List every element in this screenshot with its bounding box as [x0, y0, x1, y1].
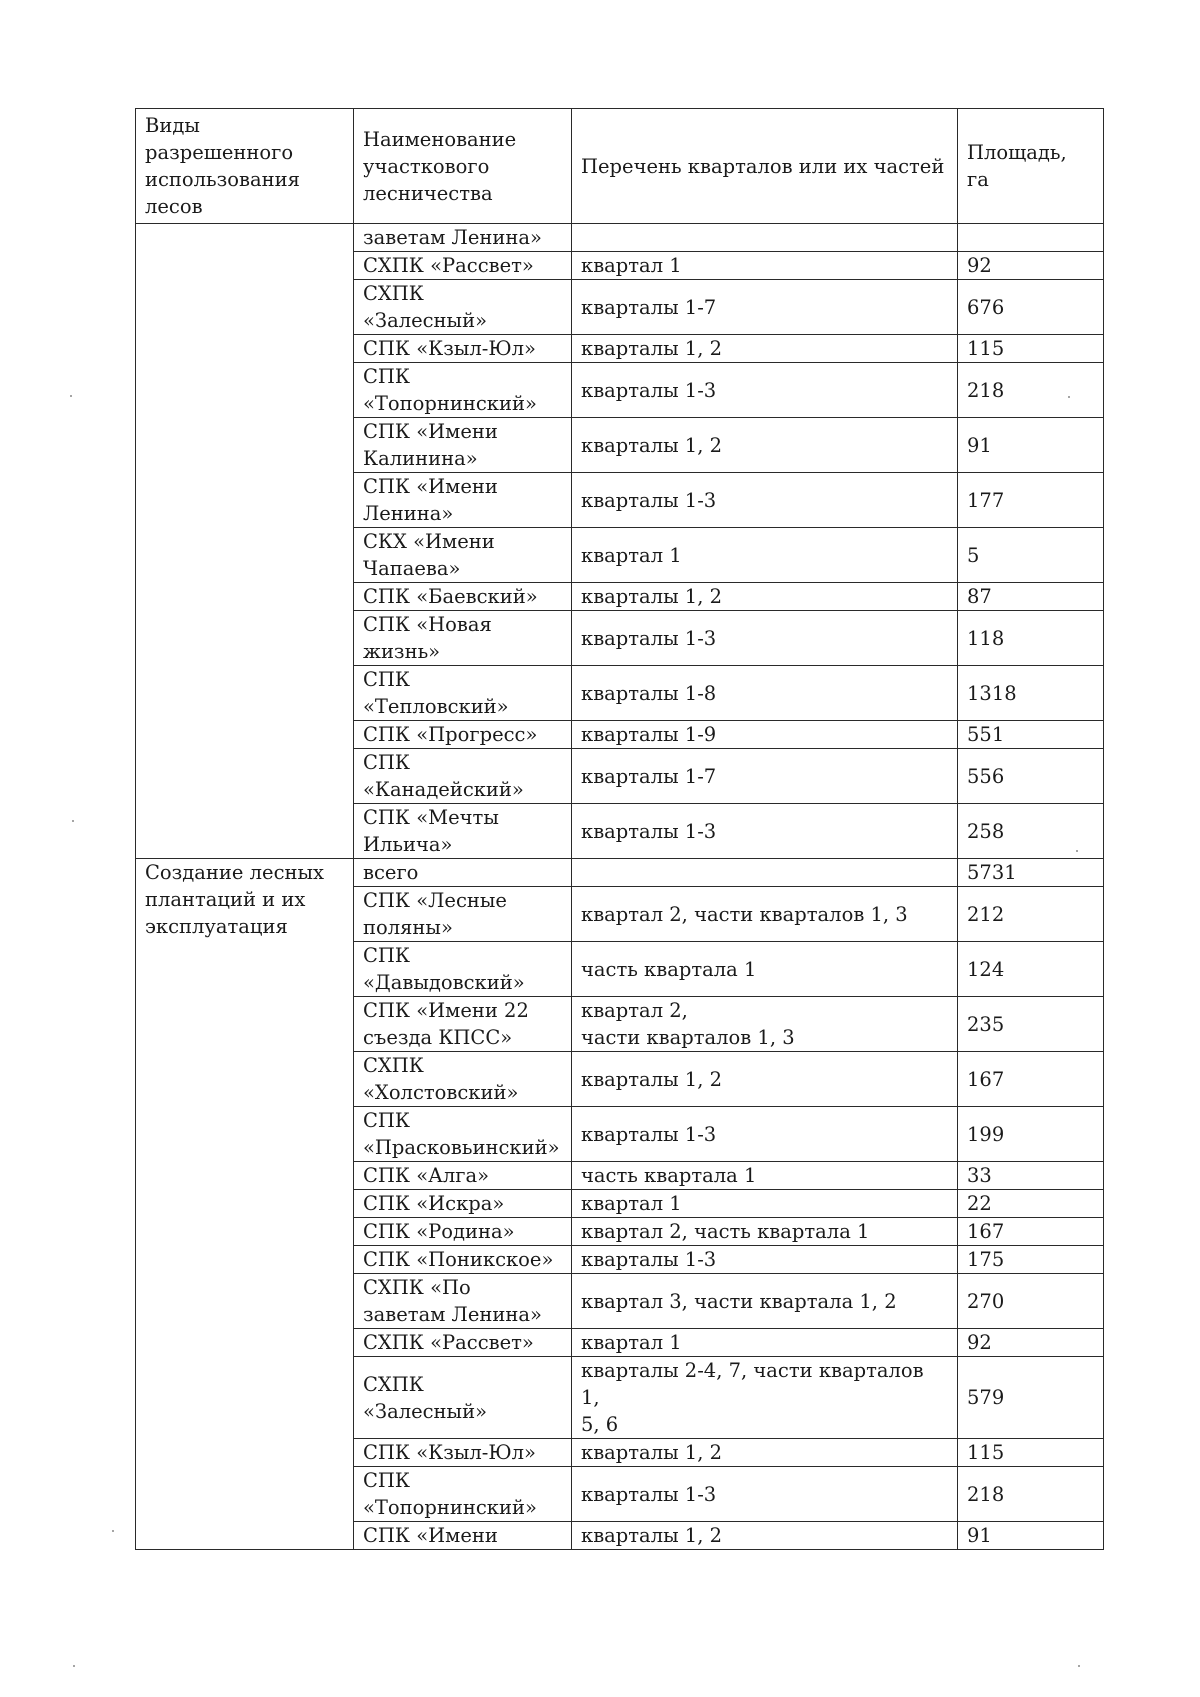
scan-speck — [72, 820, 74, 822]
forestry-name-cell: СПК «Алга» — [354, 1162, 572, 1190]
forestry-name-cell: СПК «Лесные поляны» — [354, 887, 572, 942]
forestry-name-cell: СПК «Тепловский» — [354, 666, 572, 721]
area-cell: 118 — [958, 611, 1104, 666]
scan-speck — [1068, 396, 1070, 398]
scan-speck — [112, 1530, 114, 1532]
forestry-name-cell: СПК «Баевский» — [354, 583, 572, 611]
area-cell: 124 — [958, 942, 1104, 997]
forestry-name-cell: СПК «Поникское» — [354, 1246, 572, 1274]
block-list-cell: кварталы 1-7 — [572, 280, 958, 335]
area-cell: 92 — [958, 252, 1104, 280]
scan-speck — [1076, 850, 1078, 852]
block-list-cell: кварталы 1, 2 — [572, 1052, 958, 1107]
block-list-cell: кварталы 1, 2 — [572, 335, 958, 363]
scan-speck — [1078, 1665, 1080, 1667]
block-list-cell: кварталы 1-8 — [572, 666, 958, 721]
area-cell: 199 — [958, 1107, 1104, 1162]
block-list-cell: кварталы 1, 2 — [572, 583, 958, 611]
block-list-cell: кварталы 1-3 — [572, 363, 958, 418]
block-list-cell: кварталы 1, 2 — [572, 1522, 958, 1550]
block-list-cell: квартал 1 — [572, 252, 958, 280]
block-list-cell: кварталы 1-3 — [572, 473, 958, 528]
forestry-name-cell: СПК «Кзыл-Юл» — [354, 335, 572, 363]
area-cell: 218 — [958, 363, 1104, 418]
use-kind-cell — [136, 224, 354, 859]
use-kind-cell: Создание лесных плантаций и их эксплуатация — [136, 859, 354, 1550]
block-list-cell — [572, 224, 958, 252]
forestry-name-cell: СПК «Новая жизнь» — [354, 611, 572, 666]
forestry-name-cell: СПК «Кзыл-Юл» — [354, 1439, 572, 1467]
table-body — [136, 224, 1104, 1550]
area-cell: 556 — [958, 749, 1104, 804]
forestry-name-cell: СПК «Топорнинский» — [354, 363, 572, 418]
block-list-cell: кварталы 1-3 — [572, 1467, 958, 1522]
forestry-name-cell: СПК «Родина» — [354, 1218, 572, 1246]
block-list-cell: кварталы 1-9 — [572, 721, 958, 749]
block-list-cell: часть квартала 1 — [572, 942, 958, 997]
area-cell: 87 — [958, 583, 1104, 611]
area-cell: 167 — [958, 1218, 1104, 1246]
area-cell: 91 — [958, 418, 1104, 473]
block-list-cell: кварталы 1, 2 — [572, 1439, 958, 1467]
area-cell: 167 — [958, 1052, 1104, 1107]
block-list-cell: квартал 3, части квартала 1, 2 — [572, 1274, 958, 1329]
area-cell: 579 — [958, 1357, 1104, 1439]
area-cell: 676 — [958, 280, 1104, 335]
area-cell: 5 — [958, 528, 1104, 583]
area-cell: 115 — [958, 1439, 1104, 1467]
area-cell: 218 — [958, 1467, 1104, 1522]
table-row — [136, 859, 1104, 887]
forestry-name-cell: СПК «Мечты Ильича» — [354, 804, 572, 859]
scan-speck — [70, 395, 72, 397]
block-list-cell: кварталы 1-3 — [572, 1107, 958, 1162]
area-cell: 5731 — [958, 859, 1104, 887]
area-cell: 91 — [958, 1522, 1104, 1550]
area-cell: 258 — [958, 804, 1104, 859]
block-list-cell: квартал 1 — [572, 1190, 958, 1218]
block-list-cell: кварталы 1-7 — [572, 749, 958, 804]
block-list-cell: квартал 1 — [572, 1329, 958, 1357]
scan-speck — [73, 1665, 75, 1667]
area-cell: 270 — [958, 1274, 1104, 1329]
block-list-cell — [572, 859, 958, 887]
block-list-cell: квартал 2, части кварталов 1, 3 — [572, 997, 958, 1052]
forestry-name-cell: СПК «Имени 22 съезда КПСС» — [354, 997, 572, 1052]
header-use-kind: Виды разрешенного использования лесов — [136, 109, 354, 224]
forestry-name-cell: СПК «Имени — [354, 1522, 572, 1550]
block-list-cell: квартал 2, часть квартала 1 — [572, 1218, 958, 1246]
area-cell: 22 — [958, 1190, 1104, 1218]
forestry-name-cell: СПК «Прасковьинский» — [354, 1107, 572, 1162]
header-area: Площадь, га — [958, 109, 1104, 224]
area-cell: 551 — [958, 721, 1104, 749]
forestry-name-cell: СХПК «Залесный» — [354, 1357, 572, 1439]
forestry-name-cell: СПК «Искра» — [354, 1190, 572, 1218]
forestry-name-cell: СПК «Имени Калинина» — [354, 418, 572, 473]
area-cell: 115 — [958, 335, 1104, 363]
forestry-name-cell: всего — [354, 859, 572, 887]
block-list-cell: кварталы 1, 2 — [572, 418, 958, 473]
header-forestry-name: Наименование участкового лесничества — [354, 109, 572, 224]
area-cell: 33 — [958, 1162, 1104, 1190]
area-cell: 92 — [958, 1329, 1104, 1357]
forestry-name-cell: СПК «Давыдовский» — [354, 942, 572, 997]
forestry-name-cell: СПК «Канадейский» — [354, 749, 572, 804]
block-list-cell: часть квартала 1 — [572, 1162, 958, 1190]
forestry-name-cell: СХПК «Рассвет» — [354, 1329, 572, 1357]
forestry-name-cell: СПК «Топорнинский» — [354, 1467, 572, 1522]
block-list-cell: кварталы 1-3 — [572, 804, 958, 859]
forestry-name-cell: СХПК «Рассвет» — [354, 252, 572, 280]
area-cell: 1318 — [958, 666, 1104, 721]
area-cell: 175 — [958, 1246, 1104, 1274]
block-list-cell: квартал 2, части кварталов 1, 3 — [572, 887, 958, 942]
area-cell — [958, 224, 1104, 252]
block-list-cell: кварталы 2-4, 7, части кварталов 1, 5, 6 — [572, 1357, 958, 1439]
forestry-name-cell: заветам Ленина» — [354, 224, 572, 252]
table-row — [136, 224, 1104, 252]
forest-use-table — [135, 108, 1104, 1550]
document-page — [135, 108, 1103, 1550]
forestry-name-cell: СПК «Имени Ленина» — [354, 473, 572, 528]
forestry-name-cell: СПК «Прогресс» — [354, 721, 572, 749]
block-list-cell: кварталы 1-3 — [572, 611, 958, 666]
block-list-cell: квартал 1 — [572, 528, 958, 583]
area-cell: 177 — [958, 473, 1104, 528]
area-cell: 212 — [958, 887, 1104, 942]
forestry-name-cell: СХПК «Холстовский» — [354, 1052, 572, 1107]
header-block-list: Перечень кварталов или их частей — [572, 109, 958, 224]
forestry-name-cell: СКХ «Имени Чапаева» — [354, 528, 572, 583]
forestry-name-cell: СХПК «Залесный» — [354, 280, 572, 335]
table-header-row — [136, 109, 1104, 224]
block-list-cell: кварталы 1-3 — [572, 1246, 958, 1274]
forestry-name-cell: СХПК «По заветам Ленина» — [354, 1274, 572, 1329]
area-cell: 235 — [958, 997, 1104, 1052]
